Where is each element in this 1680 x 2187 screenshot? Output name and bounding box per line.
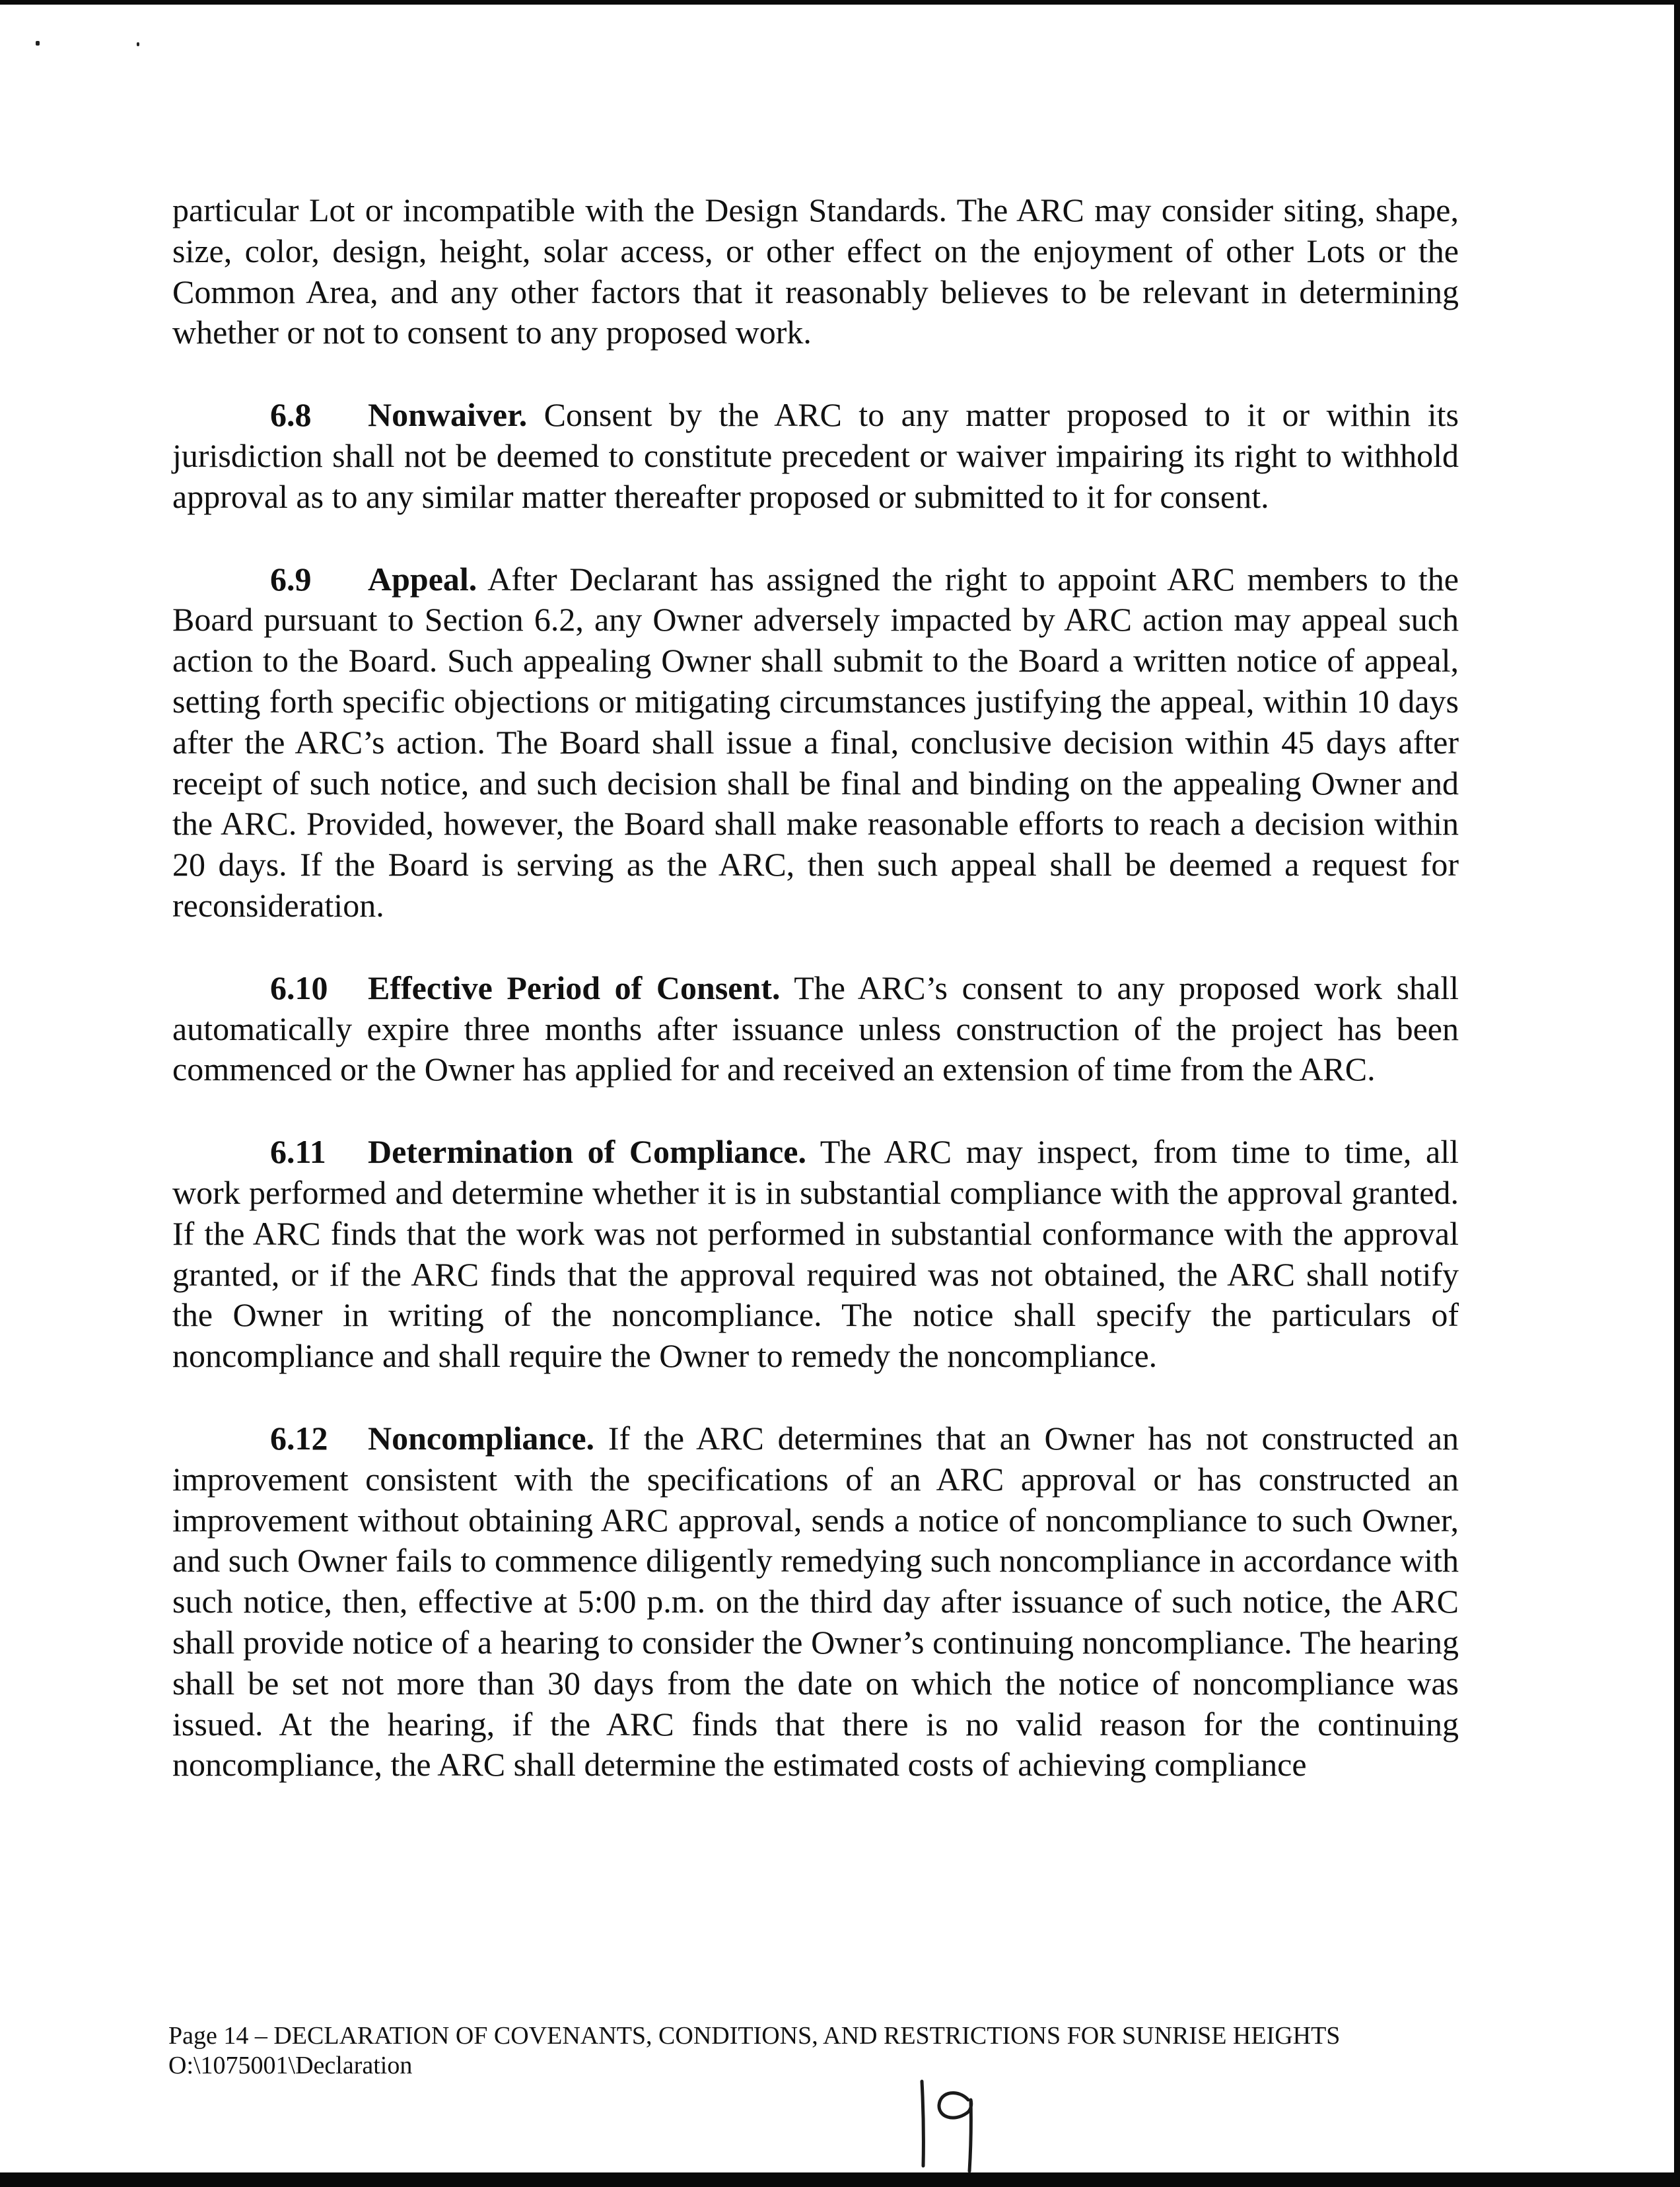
section-text: After Declarant has assigned the right to appoint ARC members to the Board pursuant to Section 6.2, any Owner adversely impacted by ARC action may appeal such action to the Board. Such appealing Owner shall submit to the Board a written notice of appeal, setting forth specific objections or mitigating circumstances justifying the appeal, within 10 days after the ARC’s action. The Board shall issue a final, conclusive decision within 45 days after receipt of such notice, and such decision shall be final and binding on the appealing Owner and the ARC. Provided, however, the Board shall make reasonable efforts to reach a decision within 20 days. If the Board is serving as the ARC, then such appeal shall be deemed a request for reconsideration. (172, 560, 1459, 924)
scan-border-right (1674, 0, 1680, 2187)
section-6-8 (172, 395, 1459, 517)
section-number: 6.11 (270, 1133, 326, 1171)
section-number: 6.10 (270, 969, 328, 1006)
section-title: Effective Period of Consent. (368, 969, 781, 1006)
section-title: Appeal. (368, 560, 477, 598)
handwritten-page-number (913, 2073, 985, 2172)
paragraph-text: particular Lot or incompatible with the Design Standards. The ARC may consider siting, shape, size, color, design, height, solar access, or other effect on the enjoyment of other Lots or the Common Area, and any other factors that it reasonably believes to be relevant in determining whether or not to consent to any proposed work. (172, 191, 1459, 351)
section-title: Noncompliance. (368, 1419, 595, 1457)
page-footer (168, 2021, 1489, 2081)
section-6-11 (172, 1132, 1459, 1377)
section-6-10 (172, 968, 1459, 1090)
section-number: 6.8 (270, 396, 312, 434)
section-text: The ARC’s consent to any proposed work shall automatically expire three months after issuance unless construction of the project has been commenced or the Owner has applied for and received an extension of time from the ARC. (172, 969, 1459, 1088)
section-text: Consent by the ARC to any matter proposed to it or within its jurisdiction shall not be deemed to constitute precedent or waiver impairing its right to withhold approval as to any similar matter thereafter proposed or submitted to it for consent. (172, 396, 1459, 515)
paragraph-continuation (172, 190, 1459, 353)
scan-border-bottom (0, 2172, 1680, 2187)
scan-border-top (0, 0, 1680, 5)
section-text: If the ARC determines that an Owner has not constructed an improvement consistent with the specifications of an ARC approval or has constructed an improvement without obtaining ARC approval, sends a notice of noncompliance to such Owner, and such Owner fails to commence diligently remedying such noncompliance in accordance with such notice, then, effective at 5:00 p.m. on the third day after issuance of such notice, the ARC shall provide notice of a hearing to consider the Owner’s continuing noncompliance. The hearing shall be set not more than 30 days from the date on which the notice of noncompliance was issued. At the hearing, if the ARC finds that there is no valid reason for the continuing noncompliance, the ARC shall determine the estimated costs of achieving compliance (172, 1419, 1459, 1784)
section-6-9 (172, 559, 1459, 926)
section-6-12 (172, 1418, 1459, 1786)
document-body (172, 190, 1459, 1786)
footer-page-line: Page 14 – DECLARATION OF COVENANTS, CONDITIONS, AND RESTRICTIONS FOR SUNRISE HEIGHTS (168, 2022, 1341, 2050)
footer-file-path: O:\1075001\Declaration (168, 2052, 413, 2079)
section-title: Determination of Compliance. (368, 1133, 806, 1171)
section-number: 6.9 (270, 560, 312, 598)
section-text: The ARC may inspect, from time to time, all work performed and determine whether it is in substantial compliance with the approval granted. If the ARC finds that the work was not performed in substantial conformance with the approval granted, or if the ARC finds that the approval required was not obtained, the ARC shall notify the Owner in writing of the noncompliance. The notice shall specify the particulars of noncompliance and shall require the Owner to remedy the noncompliance. (172, 1133, 1459, 1375)
section-title: Nonwaiver. (368, 396, 528, 434)
section-number: 6.12 (270, 1419, 328, 1457)
scan-speck (137, 42, 139, 46)
scan-speck (36, 41, 40, 46)
handwritten-19-drawing (913, 2073, 985, 2172)
